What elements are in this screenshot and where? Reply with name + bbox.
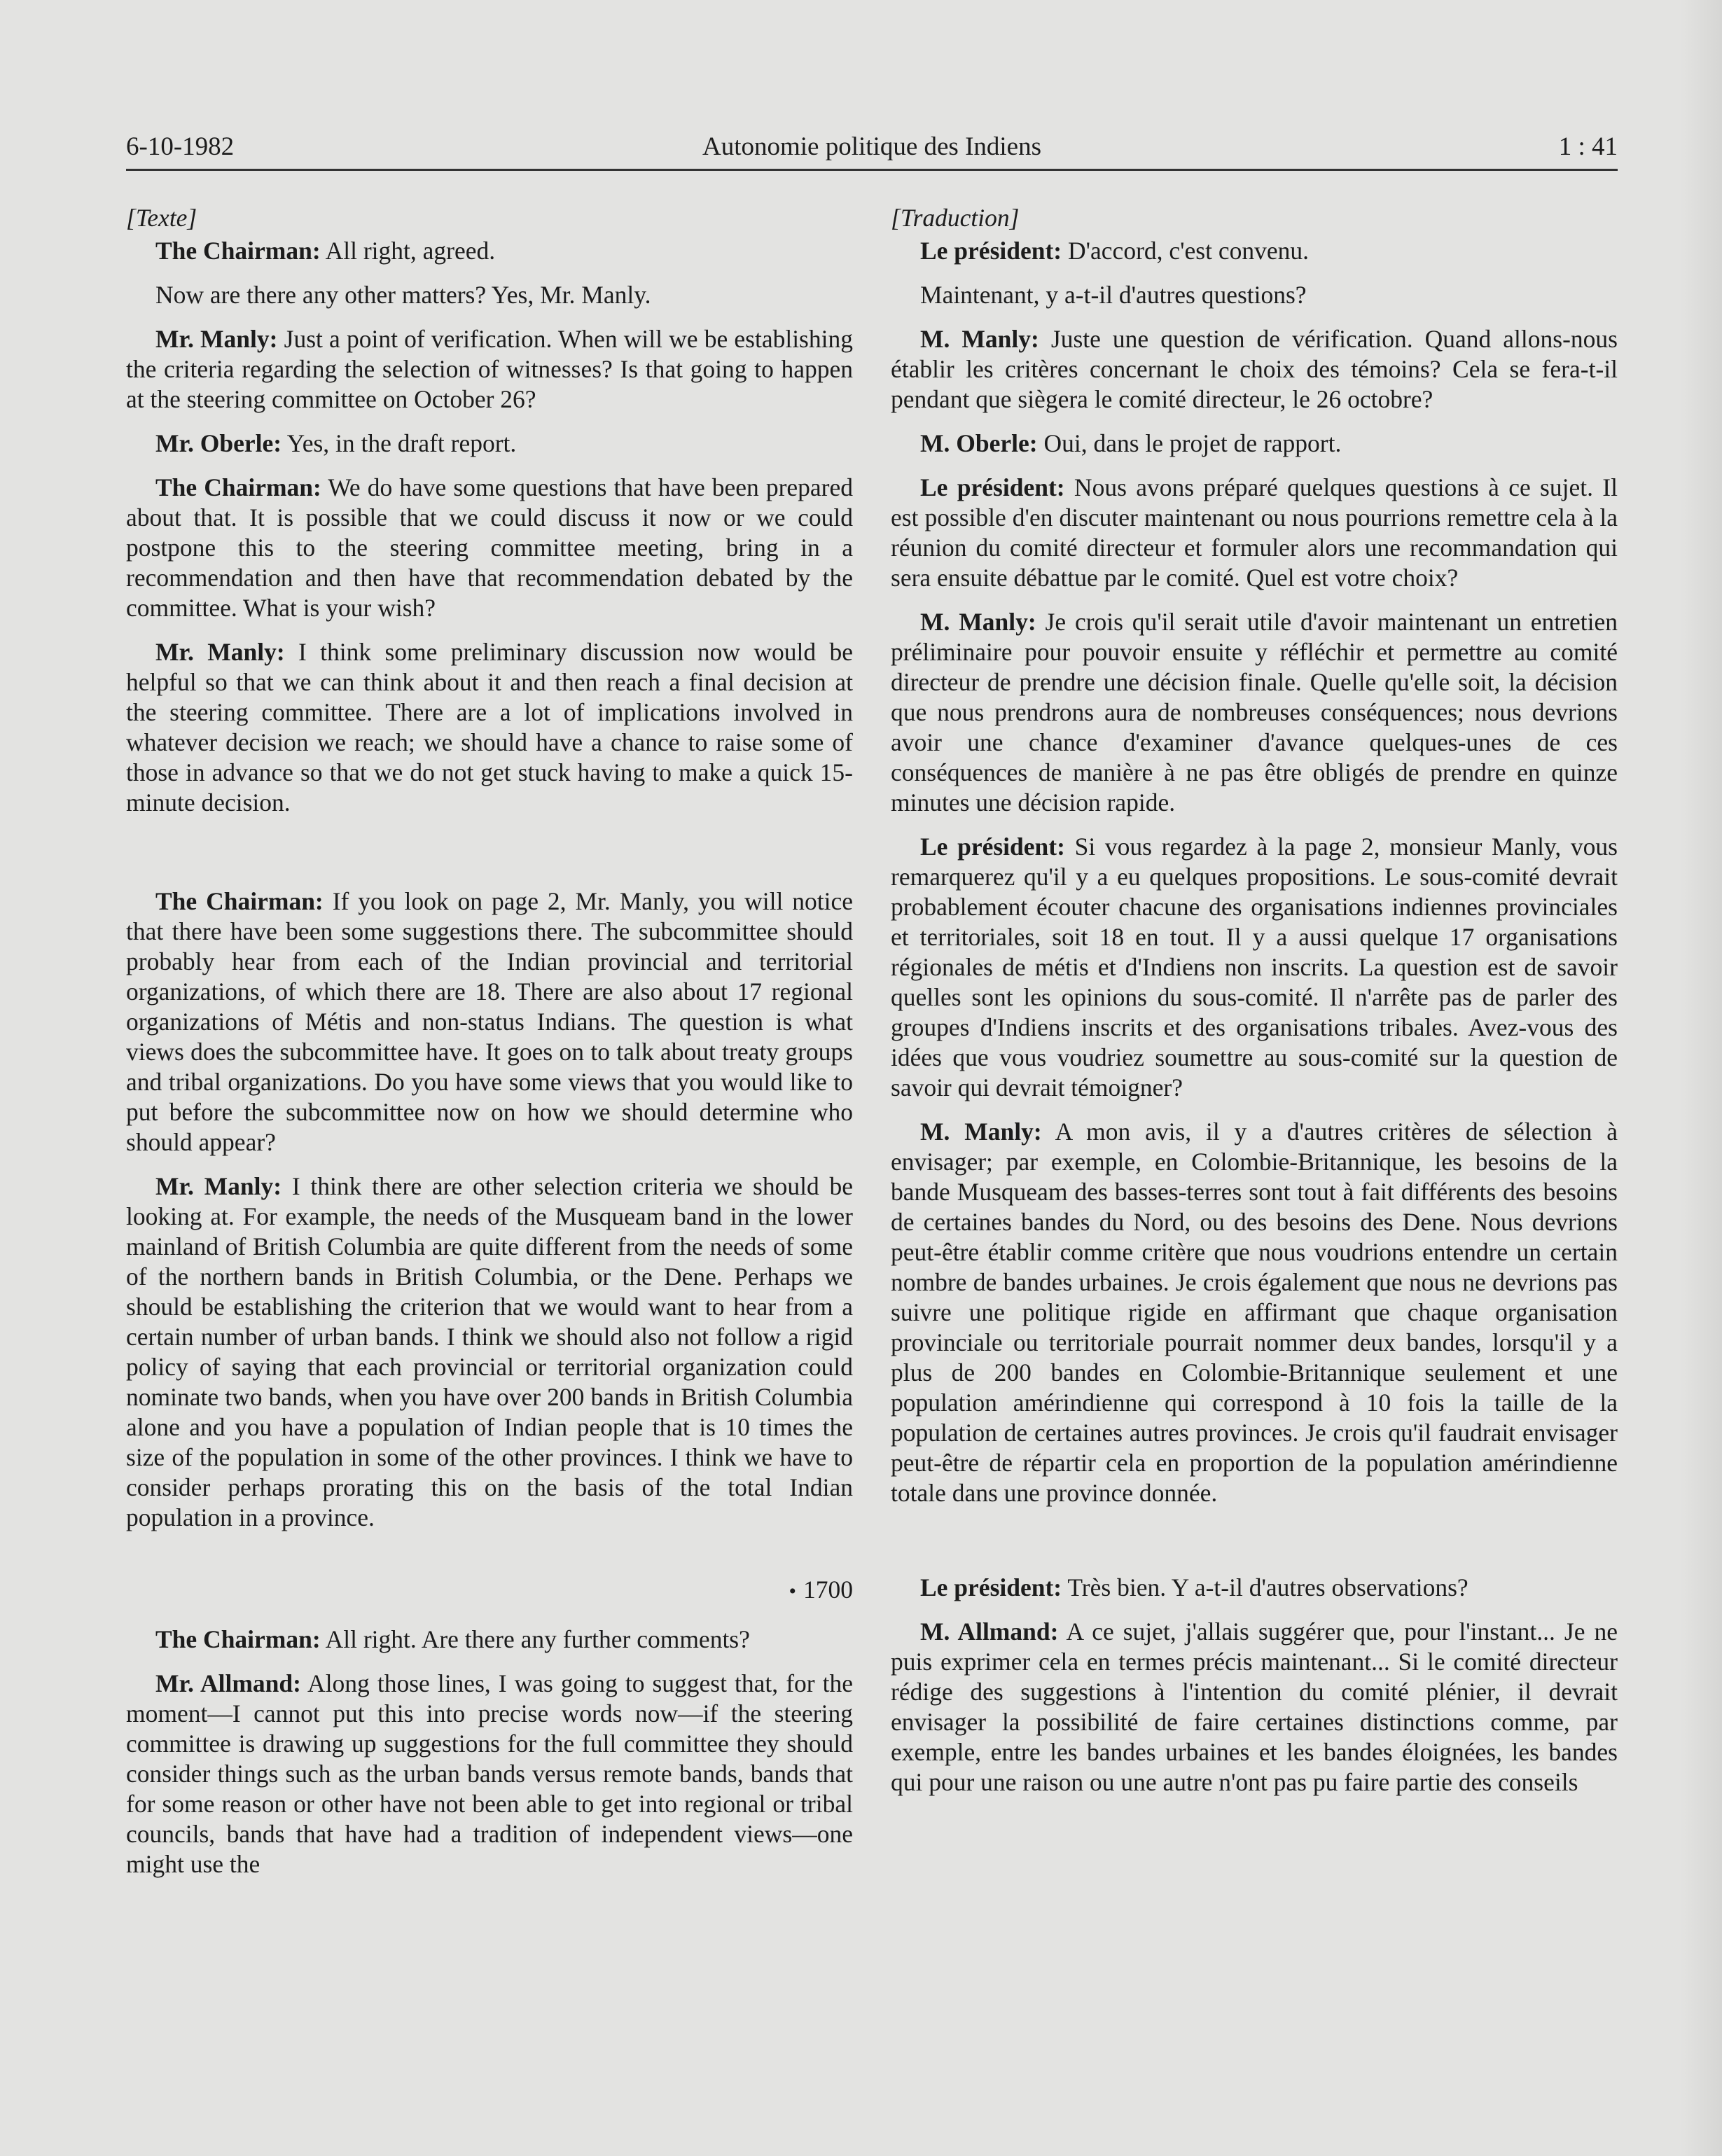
timestamp-value: 1700: [803, 1576, 853, 1604]
paragraph: [891, 832, 1618, 1103]
speaker-name: The Chairman:: [155, 237, 321, 265]
speech-text: Yes, in the draft report.: [282, 429, 517, 457]
paragraph: [126, 280, 853, 310]
header-title: Autonomie politique des Indiens: [702, 132, 1042, 161]
column-marker: [Texte]: [126, 204, 197, 232]
running-header: [126, 130, 1618, 171]
english-column: [126, 203, 853, 1893]
paragraph: [126, 1625, 853, 1655]
speaker-name: The Chairman:: [155, 887, 324, 915]
speaker-name: Mr. Manly:: [155, 1172, 282, 1200]
paragraph: [126, 324, 853, 415]
speech-text: Maintenant, y a-t-il d'autres questions?: [920, 281, 1307, 309]
speaker-name: M. Manly:: [920, 325, 1039, 353]
speech-text: Just a point of verification. When will we be establishing the criteria regarding the selection of witnesses? Is that going to happen at the steering committee on October 26?: [126, 325, 853, 413]
paragraph: [891, 236, 1618, 266]
speech-text: If you look on page 2, Mr. Manly, you will notice that there have been some suggestions there. The subcommittee should probably hear from each of the Indian provincial and territorial organizations, of which there are 18. There are also about 17 regional organizations of Métis and non-status Indians. The question is what views does the subcommittee have. It goes on to talk about treaty groups and tribal organizations. Do you have some views that you would like to put before the subcommittee now on how we should determine who should appear?: [126, 887, 853, 1156]
speaker-name: The Chairman:: [155, 473, 321, 501]
speaker-name: M. Manly:: [920, 1118, 1042, 1146]
speech-text: Très bien. Y a-t-il d'autres observations?: [1062, 1573, 1468, 1601]
paragraph: [126, 886, 853, 1157]
paragraph: [891, 1617, 1618, 1797]
speech-text: We do have some questions that have been prepared about that. It is possible that we could discuss it now or we could postpone this to the steering committee meeting, bring in a recommendation and then have that recommendation debated by the committee. What is your wish?: [126, 473, 853, 622]
speaker-name: Le président:: [920, 833, 1065, 861]
speech-text: All right. Are there any further comments?: [320, 1625, 750, 1653]
speaker-name: Mr. Oberle:: [155, 429, 282, 457]
paragraph: [126, 473, 853, 623]
speaker-name: Mr. Manly:: [155, 638, 285, 666]
speech-text: Je crois qu'il serait utile d'avoir maintenant un entretien préliminaire pour pouvoir ensuite y réfléchir et permettre au comité directeur de prendre une décision finale. Quelle qu'elle soit, la décision que nous prendrons aura de nombreuses conséquences; nous devrions avoir une chance d'examiner d'avance quelques-unes de ces conséquences de manière à ne pas être obligés de prendre en quinze minutes une décision rapide.: [891, 608, 1618, 816]
column-marker: [Traduction]: [891, 204, 1020, 232]
speech-text: Along those lines, I was going to suggest that, for the moment—I cannot put this into precise words now—if the steering committee is drawing up suggestions for the full committee they should consider things such as the urban bands versus remote bands, bands that for some reason or other have not been able to get into regional or tribal councils, bands that have had a tradition of independent views—one might use the: [126, 1669, 853, 1878]
speech-text: A mon avis, il y a d'autres critères de sélection à envisager; par exemple, en Colombie-Britannique, les besoins de la bande Musqueam des basses-terres sont tout à fait différents des besoins de certaines bandes du Nord, ou des besoins des Dene. Nous devrions peut-être établir comme critère que nous voudrions entendre un certain nombre de bandes urbaines. Je crois également que nous ne devrions pas suivre une politique rigide en affirmant que chaque organisation provinciale ou territoriale pourrait nommer deux bandes, lorsqu'il y a plus de 200 bandes en Colombie-Britannique seulement et une population amérindienne qui correspond à 10 fois la taille de la population de certaines autres provinces. Je crois qu'il faudrait envisager peut-être de répartir cela en proportion de la population amérindienne totale dans une province donnée.: [891, 1118, 1618, 1507]
header-date: 6-10-1982: [126, 132, 235, 161]
speaker-name: The Chairman:: [155, 1625, 321, 1653]
paragraph: [126, 236, 853, 266]
speaker-name: Mr. Allmand:: [155, 1669, 301, 1697]
speech-text: I think some preliminary discussion now would be helpful so that we can think about it and then reach a final decision at the steering committee. There are a lot of implications involved in whatever decision we reach; we should have a chance to raise some of those in advance so that we do not get stuck having to make a quick 15-minute decision.: [126, 638, 853, 816]
speaker-name: M. Allmand:: [920, 1618, 1059, 1646]
speech-text: I think there are other selection criteria we should be looking at. For example, the needs of the Musqueam band in the lower mainland of British Columbia are quite different from the needs of some of the northern bands in British Columbia, or the Dene. Perhaps we should be establishing the criterion that we would want to hear from a certain number of urban bands. I think we should also not follow a rigid policy of saying that each provincial or territorial organization could nominate two bands, when you have over 200 bands in British Columbia alone and you have a population of Indian people that is 10 times the size of the population in some of the other provinces. I think we have to consider perhaps prorating this on the basis of the total Indian population in a province.: [126, 1172, 853, 1531]
sitting-timestamp: [126, 1575, 853, 1606]
paragraph: [126, 1171, 853, 1533]
paragraph: [126, 1669, 853, 1879]
paragraph: [891, 324, 1618, 415]
french-column: [891, 203, 1618, 1811]
paragraph: [891, 429, 1618, 459]
paragraph: [891, 607, 1618, 818]
speaker-name: Mr. Manly:: [155, 325, 278, 353]
speaker-name: M. Manly:: [920, 608, 1036, 636]
speaker-name: Le président:: [920, 473, 1065, 501]
speaker-name: M. Oberle:: [920, 429, 1038, 457]
bullet-icon: •: [789, 1580, 796, 1603]
speech-text: Si vous regardez à la page 2, monsieur Manly, vous remarquerez qu'il y a eu quelques propositions. Le sous-comité devrait probablement écouter chacune des organisations indiennes provinciales et territoriales, soit 18 en tout. Il y a aussi quelque 17 organisations régionales de métis et d'Indiens non inscrits. La question est de savoir quelles sont les opinions du sous-comité. Il n'arrête pas de parler des groupes d'Indiens inscrits et des organisations tribales. Avez-vous des idées que vous voudriez soumettre au sous-comité sur la question de savoir qui devrait témoigner?: [891, 833, 1618, 1101]
speech-text: All right, agreed.: [320, 237, 496, 265]
speech-text: Juste une question de vérification. Quand allons-nous établir les critères concernant le choix des témoins? Cela se fera-t-il pendant que siègera le comité directeur, le 26 octobre?: [891, 325, 1618, 413]
speech-text: A ce sujet, j'allais suggérer que, pour l'instant... Je ne puis exprimer cela en termes précis maintenant... Si le comité directeur rédige des suggestions à l'intention du comité plénier, il devrait envisager la possibilité de faire certaines distinctions comme, par exemple, entre les bandes urbaines et les bandes éloignées, les bandes qui pour une raison ou une autre n'ont pas pu faire partie des conseils: [891, 1618, 1618, 1796]
speech-text: Oui, dans le projet de rapport.: [1037, 429, 1342, 457]
paragraph: [891, 473, 1618, 593]
speech-text: Now are there any other matters? Yes, Mr. Manly.: [155, 281, 651, 309]
paragraph: [891, 1573, 1618, 1603]
paragraph: [891, 1117, 1618, 1508]
paragraph: [126, 429, 853, 459]
header-page-number: 1 : 41: [1558, 132, 1618, 161]
paragraph: [126, 637, 853, 818]
paragraph: [891, 280, 1618, 310]
speech-text: Nous avons préparé quelques questions à ce sujet. Il est possible d'en discuter maintenant ou nous pourrions remettre cela à la réunion du comité directeur et formuler alors une recommandation qui sera ensuite débattue par le comité. Quel est votre choix?: [891, 473, 1618, 592]
speaker-name: Le président:: [920, 237, 1062, 265]
speech-text: D'accord, c'est convenu.: [1062, 237, 1309, 265]
speaker-name: Le président:: [920, 1573, 1062, 1601]
